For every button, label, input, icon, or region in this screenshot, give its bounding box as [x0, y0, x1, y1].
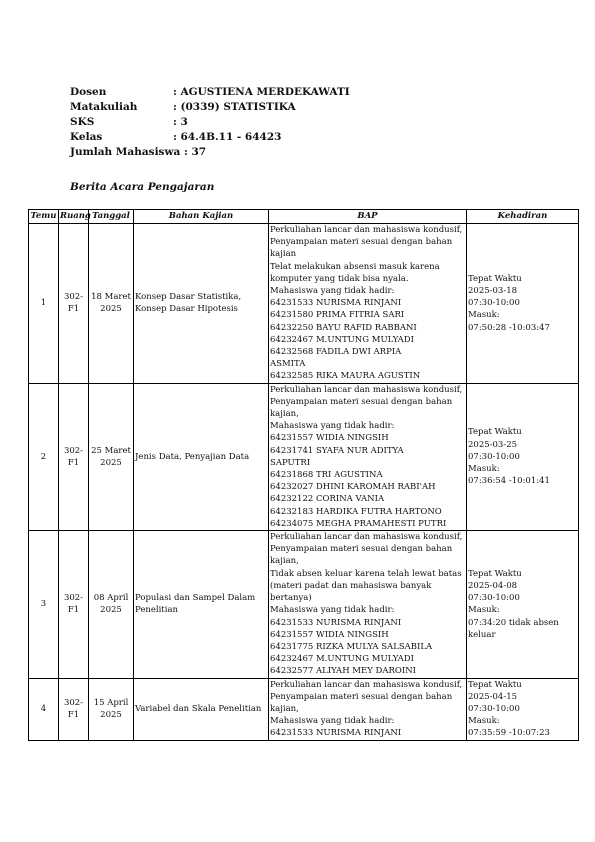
- bap-line: 64232122 CORINA VANIA: [270, 494, 385, 505]
- cell-tanggal: 15 April 2025: [89, 678, 134, 740]
- info-row-jumlah-mahasiswa: [70, 144, 350, 159]
- student-count: Jumlah Mahasiswa : 37: [70, 145, 207, 158]
- bap-line: kajian,: [270, 556, 299, 567]
- bap-line: 64231775 RIZKA MULYA SALSABILA: [270, 641, 433, 652]
- cell-ruang: 302-F1: [59, 383, 89, 530]
- info-row-kelas: [70, 129, 350, 144]
- bap-line: 64232568 FADILA DWI ARPIA: [270, 347, 402, 358]
- info-label: Kelas: [70, 130, 103, 143]
- bap-line: 64232467 M.UNTUNG MULYADI: [270, 334, 414, 345]
- bap-line: 64231533 NURISMA RINJANI: [270, 617, 402, 628]
- bap-line: kajian: [270, 249, 297, 260]
- col-header-temu: Temu: [29, 210, 59, 224]
- kehadiran-line: 07:30-10:00: [468, 298, 520, 309]
- info-row-dosen: [70, 84, 350, 99]
- bap-line: 64231557 WIDIA NINGSIH: [270, 629, 389, 640]
- kehadiran-line: Masuk:: [468, 716, 500, 727]
- kehadiran-line: 07:35:59 -10:07:23: [468, 728, 550, 739]
- table-row: [29, 678, 579, 740]
- cell-kehadiran: [467, 224, 579, 384]
- cell-kehadiran: [467, 383, 579, 530]
- bap-line: 64231580 PRIMA FITRIA SARI: [270, 310, 405, 321]
- bap-line: 64232183 HARDIKA FUTRA HARTONO: [270, 506, 442, 517]
- bap-line: 64234075 MEGHA PRAMAHESTI PUTRI: [270, 518, 447, 529]
- kehadiran-line: 07:36:54 -10:01:41: [468, 476, 550, 487]
- bap-line: Penyampaian materi sesuai dengan bahan: [270, 691, 453, 702]
- bap-line: Mahasiswa yang tidak hadir:: [270, 286, 395, 297]
- cell-ruang: 302-F1: [59, 678, 89, 740]
- bap-line: Mahasiswa yang tidak hadir:: [270, 605, 395, 616]
- col-header-tanggal: Tanggal: [89, 210, 134, 224]
- bap-line: 64231741 SYAFA NUR ADITYA: [270, 445, 404, 456]
- cell-tanggal: 18 Maret 2025: [89, 224, 134, 384]
- bap-line: Penyampaian materi sesuai dengan bahan: [270, 396, 453, 407]
- bap-line: ASMITA: [270, 359, 306, 370]
- bap-line: Mahasiswa yang tidak hadir:: [270, 421, 395, 432]
- col-header-kehadiran: Kehadiran: [467, 210, 579, 224]
- bap-line: kajian,: [270, 409, 299, 420]
- kehadiran-line: 2025-03-18: [468, 286, 518, 297]
- info-row-matakuliah: [70, 99, 350, 114]
- kehadiran-line: Tepat Waktu: [468, 679, 522, 690]
- bap-line: komputer yang tidak bisa nyala.: [270, 273, 409, 284]
- cell-bahan-kajian: Jenis Data, Penyajian Data: [134, 383, 269, 530]
- col-header-bahan-kajian: Bahan Kajian: [134, 210, 269, 224]
- info-value: : 3: [173, 115, 188, 128]
- info-value: : AGUSTIENA MERDEKAWATI: [173, 85, 350, 98]
- info-label: Dosen: [70, 85, 107, 98]
- bap-line: Perkuliahan lancar dan mahasiswa kondusif,: [270, 532, 463, 543]
- cell-temu: 2: [29, 383, 59, 530]
- bap-line: Perkuliahan lancar dan mahasiswa kondusif,: [270, 384, 463, 395]
- table-row: [29, 383, 579, 530]
- bap-line: Tidak absen keluar karena telah lewat batas: [270, 568, 462, 579]
- kehadiran-line: Masuk:: [468, 310, 500, 321]
- kehadiran-line: 2025-04-15: [468, 691, 518, 702]
- info-row-sks: [70, 114, 350, 129]
- kehadiran-line: Tepat Waktu: [468, 568, 522, 579]
- kehadiran-line: 07:50:28 -10:03:47: [468, 322, 550, 333]
- cell-bap: [269, 383, 467, 530]
- cell-ruang: 302-F1: [59, 224, 89, 384]
- cell-tanggal: 08 April 2025: [89, 531, 134, 678]
- table-row: [29, 224, 579, 384]
- kehadiran-line: 07:30-10:00: [468, 593, 520, 604]
- kehadiran-line: 07:30-10:00: [468, 451, 520, 462]
- bap-line: 64231533 NURISMA RINJANI: [270, 728, 402, 739]
- bap-line: 64232250 BAYU RAFID RABBANI: [270, 322, 417, 333]
- bap-line: 64231533 NURISMA RINJANI: [270, 298, 402, 309]
- cell-ruang: 302-F1: [59, 531, 89, 678]
- bap-line: (materi padat dan mahasiswa banyak: [270, 580, 432, 591]
- cell-temu: 3: [29, 531, 59, 678]
- cell-kehadiran: [467, 531, 579, 678]
- kehadiran-line: Masuk:: [468, 463, 500, 474]
- col-header-ruang: Ruang: [59, 210, 89, 224]
- cell-tanggal: 25 Maret 2025: [89, 383, 134, 530]
- kehadiran-line: Tepat Waktu: [468, 427, 522, 438]
- kehadiran-line: 07:30-10:00: [468, 703, 520, 714]
- bap-line: 64232467 M.UNTUNG MULYADI: [270, 654, 414, 665]
- info-value: : (0339) STATISTIKA: [173, 100, 296, 113]
- info-label: SKS: [70, 115, 95, 128]
- bap-line: Perkuliahan lancar dan mahasiswa kondusif,: [270, 679, 463, 690]
- bap-line: 64232027 DHINI KAROMAH RABI'AH: [270, 482, 436, 493]
- info-value: : 64.4B.11 - 64423: [173, 130, 282, 143]
- kehadiran-line: 2025-03-25: [468, 439, 518, 450]
- table-header-row: [29, 210, 579, 224]
- table-header: [29, 210, 579, 224]
- kehadiran-line: Tepat Waktu: [468, 273, 522, 284]
- bap-line: SAPUTRI: [270, 457, 311, 468]
- info-label: Matakuliah: [70, 100, 138, 113]
- bap-line: 64232585 RIKA MAURA AGUSTIN: [270, 371, 421, 382]
- kehadiran-line: Masuk:: [468, 605, 500, 616]
- cell-temu: 1: [29, 224, 59, 384]
- course-info-header: [70, 84, 350, 159]
- bap-line: Mahasiswa yang tidak hadir:: [270, 716, 395, 727]
- kehadiran-line: keluar: [468, 629, 496, 640]
- bap-line: 64231557 WIDIA NINGSIH: [270, 433, 389, 444]
- cell-bahan-kajian: Variabel dan Skala Penelitian: [134, 678, 269, 740]
- cell-bahan-kajian: Konsep Dasar Statistika, Konsep Dasar Hipotesis: [134, 224, 269, 384]
- cell-bap: [269, 531, 467, 678]
- cell-kehadiran: [467, 678, 579, 740]
- cell-bahan-kajian: Populasi dan Sampel Dalam Penelitian: [134, 531, 269, 678]
- bap-line: Penyampaian materi sesuai dengan bahan: [270, 544, 453, 555]
- bap-line: kajian,: [270, 703, 299, 714]
- bap-line: Penyampaian materi sesuai dengan bahan: [270, 237, 453, 248]
- section-title: Berita Acara Pengajaran: [70, 181, 215, 193]
- col-header-bap: BAP: [269, 210, 467, 224]
- bap-line: 64232577 ALIYAH MEY DAROINI: [270, 666, 417, 677]
- bap-line: bertanya): [270, 593, 312, 604]
- cell-temu: 4: [29, 678, 59, 740]
- bap-line: Telat melakukan absensi masuk karena: [270, 261, 440, 272]
- table-row: [29, 531, 579, 678]
- bap-line: 64231868 TRI AGUSTINA: [270, 470, 383, 481]
- cell-bap: [269, 224, 467, 384]
- kehadiran-line: 07:34:20 tidak absen: [468, 617, 559, 628]
- cell-bap: [269, 678, 467, 740]
- bap-line: Perkuliahan lancar dan mahasiswa kondusif,: [270, 225, 463, 235]
- kehadiran-line: 2025-04-08: [468, 580, 518, 591]
- bap-table: [28, 209, 579, 741]
